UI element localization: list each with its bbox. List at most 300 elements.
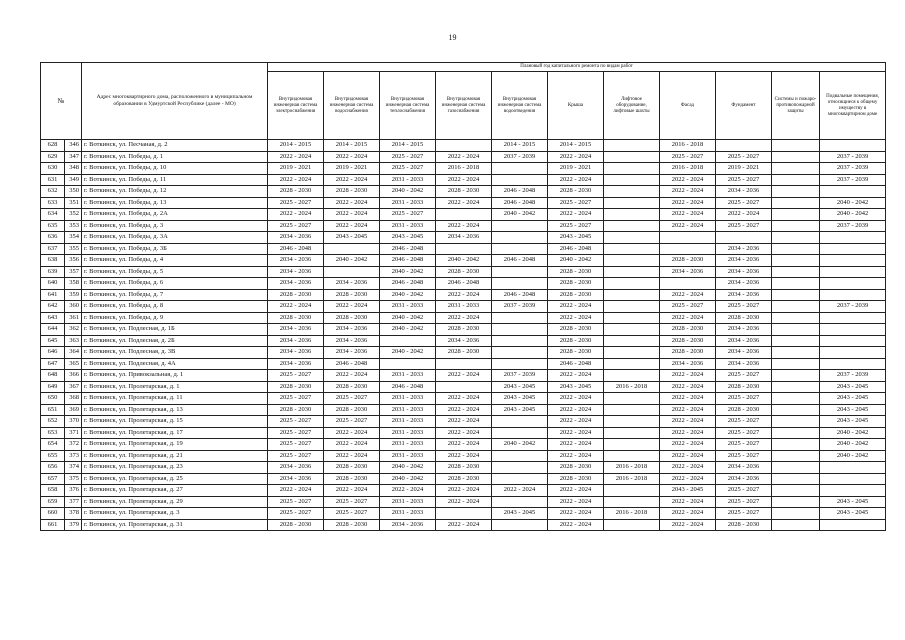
row-cell: 2022 - 2024 (716, 209, 772, 221)
row-cell: 2040 - 2042 (548, 255, 604, 267)
row-cell: 2022 - 2024 (436, 393, 492, 405)
row-cell: 2022 - 2024 (436, 416, 492, 428)
row-cell: 2043 - 2045 (660, 485, 716, 497)
row-address: г. Воткинск, ул. Победы, д. 6 (82, 278, 268, 290)
row-cell: 2022 - 2024 (548, 393, 604, 405)
row-cell: 2031 - 2033 (380, 450, 436, 462)
table-row (41, 485, 886, 497)
row-cell: 2028 - 2030 (324, 519, 380, 531)
table-row (41, 255, 886, 267)
row-cell: 2040 - 2042 (380, 462, 436, 474)
row-cell: 2034 - 2036 (268, 347, 324, 359)
row-cell: 2022 - 2024 (548, 519, 604, 531)
row-cell (772, 462, 820, 474)
row-cell (492, 174, 548, 186)
row-cell: 2034 - 2036 (716, 186, 772, 198)
row-cell: 2025 - 2027 (548, 197, 604, 209)
row-cell (820, 358, 886, 370)
row-cell: 2025 - 2027 (268, 416, 324, 428)
row-cell (492, 416, 548, 428)
table-row (41, 209, 886, 221)
row-cell: 2025 - 2027 (380, 151, 436, 163)
row-cell: 2028 - 2030 (548, 347, 604, 359)
row-number: 657 (41, 473, 65, 485)
row-cell: 2025 - 2027 (716, 370, 772, 382)
row-cell: 2040 - 2042 (492, 209, 548, 221)
row-cell (492, 347, 548, 359)
row-cell (772, 335, 820, 347)
row-sub-number: 368 (65, 393, 82, 405)
table-row (41, 197, 886, 209)
row-cell: 2022 - 2024 (660, 427, 716, 439)
row-cell: 2025 - 2027 (268, 496, 324, 508)
row-cell: 2022 - 2024 (268, 151, 324, 163)
row-cell: 2022 - 2024 (660, 197, 716, 209)
row-cell: 2022 - 2024 (660, 393, 716, 405)
row-cell (436, 508, 492, 520)
row-cell: 2014 - 2015 (268, 140, 324, 152)
row-cell: 2025 - 2027 (716, 427, 772, 439)
row-cell: 2040 - 2042 (380, 186, 436, 198)
row-cell: 2016 - 2018 (604, 381, 660, 393)
row-cell (604, 140, 660, 152)
row-cell: 2034 - 2036 (268, 358, 324, 370)
row-cell: 2031 - 2033 (380, 404, 436, 416)
row-number: 650 (41, 393, 65, 405)
row-address: г. Воткинск, ул. Победы, д. 8 (82, 301, 268, 313)
row-cell (820, 278, 886, 290)
row-cell (820, 312, 886, 324)
row-sub-number: 363 (65, 335, 82, 347)
row-cell (820, 324, 886, 336)
row-cell: 2028 - 2030 (660, 335, 716, 347)
row-cell: 2031 - 2033 (380, 427, 436, 439)
row-cell: 2028 - 2030 (660, 347, 716, 359)
table-row (41, 163, 886, 175)
row-cell: 2022 - 2024 (268, 209, 324, 221)
row-cell (324, 266, 380, 278)
row-cell: 2034 - 2036 (268, 473, 324, 485)
row-cell: 2025 - 2027 (716, 220, 772, 232)
row-cell: 2046 - 2048 (380, 255, 436, 267)
row-cell: 2046 - 2048 (492, 186, 548, 198)
header-number: № (41, 63, 82, 140)
row-number: 653 (41, 427, 65, 439)
row-cell (772, 266, 820, 278)
row-cell: 2040 - 2042 (820, 197, 886, 209)
row-cell (492, 163, 548, 175)
row-sub-number: 370 (65, 416, 82, 428)
table-row (41, 416, 886, 428)
table-row (41, 324, 886, 336)
row-cell: 2031 - 2033 (380, 220, 436, 232)
row-cell (772, 243, 820, 255)
row-cell (604, 485, 660, 497)
row-cell (492, 266, 548, 278)
row-cell: 2019 - 2021 (268, 163, 324, 175)
row-cell: 2025 - 2027 (268, 508, 324, 520)
row-cell: 2022 - 2024 (268, 301, 324, 313)
row-address: г. Воткинск, ул. Привокзальная, д. 1 (82, 370, 268, 382)
row-cell: 2025 - 2027 (380, 209, 436, 221)
row-cell: 2043 - 2045 (492, 393, 548, 405)
row-cell: 2022 - 2024 (660, 519, 716, 531)
row-cell: 2025 - 2027 (716, 450, 772, 462)
row-number: 641 (41, 289, 65, 301)
row-cell: 2025 - 2027 (716, 393, 772, 405)
row-cell: 2031 - 2033 (436, 301, 492, 313)
row-cell: 2028 - 2030 (268, 404, 324, 416)
table-row (41, 186, 886, 198)
row-cell: 2046 - 2048 (548, 358, 604, 370)
row-cell: 2043 - 2045 (492, 381, 548, 393)
row-cell: 2022 - 2024 (436, 312, 492, 324)
row-number: 637 (41, 243, 65, 255)
row-cell (820, 232, 886, 244)
row-sub-number: 375 (65, 473, 82, 485)
row-number: 645 (41, 335, 65, 347)
header-water: Внутридомовая инженерная система водоснабжения (324, 72, 380, 140)
row-address: г. Воткинск, ул. Песчаная, д. 2 (82, 140, 268, 152)
row-cell: 2034 - 2036 (268, 266, 324, 278)
row-cell: 2034 - 2036 (324, 347, 380, 359)
row-cell: 2016 - 2018 (604, 462, 660, 474)
row-sub-number: 353 (65, 220, 82, 232)
row-cell (772, 301, 820, 313)
row-cell: 2043 - 2045 (820, 496, 886, 508)
row-cell (604, 393, 660, 405)
row-cell (820, 289, 886, 301)
row-number: 629 (41, 151, 65, 163)
row-cell: 2046 - 2048 (492, 255, 548, 267)
row-sub-number: 359 (65, 289, 82, 301)
row-cell (604, 278, 660, 290)
row-cell: 2022 - 2024 (436, 485, 492, 497)
row-address: г. Воткинск, ул. Пролетарская, д. 13 (82, 404, 268, 416)
row-cell (604, 439, 660, 451)
row-cell: 2034 - 2036 (716, 358, 772, 370)
row-cell (604, 243, 660, 255)
row-cell (660, 278, 716, 290)
row-sub-number: 357 (65, 266, 82, 278)
row-sub-number: 358 (65, 278, 82, 290)
row-cell: 2028 - 2030 (324, 381, 380, 393)
row-address: г. Воткинск, ул. Победы, д. 2А (82, 209, 268, 221)
row-cell: 2022 - 2024 (324, 209, 380, 221)
row-cell: 2028 - 2030 (436, 347, 492, 359)
row-cell: 2034 - 2036 (268, 278, 324, 290)
row-cell: 2040 - 2042 (324, 255, 380, 267)
row-address: г. Воткинск, ул. Победы, д. 12 (82, 186, 268, 198)
row-cell: 2025 - 2027 (380, 163, 436, 175)
row-cell: 2022 - 2024 (548, 370, 604, 382)
row-number: 633 (41, 197, 65, 209)
row-cell: 2022 - 2024 (660, 462, 716, 474)
row-cell: 2043 - 2045 (820, 393, 886, 405)
row-cell (604, 519, 660, 531)
row-cell: 2046 - 2048 (492, 289, 548, 301)
row-cell: 2034 - 2036 (716, 324, 772, 336)
row-sub-number: 364 (65, 347, 82, 359)
row-cell: 2043 - 2045 (324, 232, 380, 244)
row-cell: 2014 - 2015 (492, 140, 548, 152)
row-cell: 2025 - 2027 (716, 416, 772, 428)
row-cell (492, 335, 548, 347)
row-cell: 2040 - 2042 (820, 209, 886, 221)
row-sub-number: 365 (65, 358, 82, 370)
row-cell: 2022 - 2024 (492, 485, 548, 497)
row-cell: 2028 - 2030 (436, 324, 492, 336)
row-cell (604, 163, 660, 175)
row-cell: 2046 - 2048 (436, 278, 492, 290)
row-cell: 2031 - 2033 (380, 301, 436, 313)
row-cell: 2034 - 2036 (436, 232, 492, 244)
header-gas: Внутридомовая инженерная система газоснабжения (436, 72, 492, 140)
row-cell (492, 220, 548, 232)
row-cell (604, 197, 660, 209)
table-row (41, 151, 886, 163)
capital-repair-table (40, 62, 886, 531)
table-row (41, 370, 886, 382)
row-cell: 2037 - 2039 (820, 220, 886, 232)
row-cell (492, 243, 548, 255)
row-cell: 2016 - 2018 (660, 140, 716, 152)
row-cell: 2040 - 2042 (380, 289, 436, 301)
table-row (41, 404, 886, 416)
row-cell (604, 232, 660, 244)
row-cell: 2043 - 2045 (820, 404, 886, 416)
row-cell (772, 393, 820, 405)
row-cell (772, 473, 820, 485)
row-cell (820, 266, 886, 278)
header-plan-year: Плановый год капитального ремонта по видам работ (268, 63, 886, 72)
row-cell (772, 151, 820, 163)
row-cell: 2022 - 2024 (324, 151, 380, 163)
row-cell: 2025 - 2027 (548, 220, 604, 232)
row-cell: 2022 - 2024 (660, 416, 716, 428)
row-number: 635 (41, 220, 65, 232)
header-heat: Внутридомовая инженерная система теплоснабжения (380, 72, 436, 140)
row-cell: 2025 - 2027 (268, 427, 324, 439)
row-cell (772, 370, 820, 382)
row-address: г. Воткинск, ул. Пролетарская, д. 3 (82, 508, 268, 520)
row-cell: 2022 - 2024 (548, 301, 604, 313)
row-cell (660, 232, 716, 244)
row-cell (492, 312, 548, 324)
row-cell (772, 163, 820, 175)
row-cell: 2022 - 2024 (660, 312, 716, 324)
row-cell: 2031 - 2033 (380, 197, 436, 209)
row-cell (324, 243, 380, 255)
row-cell (820, 473, 886, 485)
header-address: Адрес многоквартирного дома, расположенного в муниципальном образовании в Удмуртской Республике (далее - МО) (82, 63, 268, 140)
row-cell: 2022 - 2024 (324, 301, 380, 313)
row-sub-number: 369 (65, 404, 82, 416)
row-cell (820, 243, 886, 255)
row-address: г. Воткинск, ул. Пролетарская, д. 15 (82, 416, 268, 428)
row-cell (772, 358, 820, 370)
row-cell: 2025 - 2027 (324, 393, 380, 405)
row-number: 648 (41, 370, 65, 382)
row-cell: 2022 - 2024 (436, 439, 492, 451)
row-cell: 2031 - 2033 (380, 496, 436, 508)
row-cell: 2025 - 2027 (324, 508, 380, 520)
row-cell: 2022 - 2024 (660, 404, 716, 416)
table-row (41, 427, 886, 439)
row-address: г. Воткинск, ул. Победы, д. 5 (82, 266, 268, 278)
row-cell: 2040 - 2042 (820, 450, 886, 462)
row-cell: 2034 - 2036 (324, 335, 380, 347)
row-cell: 2031 - 2033 (380, 370, 436, 382)
row-cell: 2022 - 2024 (660, 174, 716, 186)
row-cell: 2028 - 2030 (324, 312, 380, 324)
row-cell (604, 416, 660, 428)
row-cell (772, 278, 820, 290)
row-cell: 2022 - 2024 (380, 485, 436, 497)
row-cell (820, 519, 886, 531)
row-address: г. Воткинск, ул. Победы, д. 9 (82, 312, 268, 324)
row-cell (772, 255, 820, 267)
row-cell: 2031 - 2033 (380, 416, 436, 428)
row-cell (772, 450, 820, 462)
row-cell: 2043 - 2045 (820, 416, 886, 428)
row-cell: 2022 - 2024 (660, 450, 716, 462)
row-cell: 2034 - 2036 (716, 289, 772, 301)
row-number: 659 (41, 496, 65, 508)
row-cell (604, 370, 660, 382)
row-cell: 2022 - 2024 (436, 220, 492, 232)
row-cell: 2034 - 2036 (716, 278, 772, 290)
table-row (41, 358, 886, 370)
table-row (41, 140, 886, 152)
header-elevator: Лифтовое оборудование, лифтовые шахты (604, 72, 660, 140)
table-row (41, 450, 886, 462)
row-cell: 2034 - 2036 (660, 266, 716, 278)
row-number: 660 (41, 508, 65, 520)
row-cell: 2025 - 2027 (716, 439, 772, 451)
row-cell: 2028 - 2030 (268, 381, 324, 393)
row-cell: 2034 - 2036 (324, 278, 380, 290)
row-cell (436, 381, 492, 393)
row-cell: 2016 - 2018 (436, 163, 492, 175)
row-address: г. Воткинск, ул. Пролетарская, д. 25 (82, 473, 268, 485)
row-cell: 2034 - 2036 (268, 462, 324, 474)
row-cell: 2046 - 2048 (380, 381, 436, 393)
row-cell (604, 186, 660, 198)
row-sub-number: 356 (65, 255, 82, 267)
row-cell (492, 358, 548, 370)
row-cell: 2022 - 2024 (548, 427, 604, 439)
row-number: 634 (41, 209, 65, 221)
row-cell: 2025 - 2027 (324, 496, 380, 508)
row-cell: 2046 - 2048 (324, 358, 380, 370)
row-cell (604, 324, 660, 336)
row-address: г. Воткинск, ул. Подлесная, д. 2Б (82, 335, 268, 347)
row-cell (716, 140, 772, 152)
row-cell: 2028 - 2030 (268, 289, 324, 301)
row-cell: 2022 - 2024 (548, 416, 604, 428)
row-cell (716, 232, 772, 244)
row-cell (604, 450, 660, 462)
row-cell: 2016 - 2018 (604, 508, 660, 520)
row-cell: 2040 - 2042 (436, 255, 492, 267)
row-sub-number: 362 (65, 324, 82, 336)
row-sub-number: 377 (65, 496, 82, 508)
row-sub-number: 378 (65, 508, 82, 520)
row-cell: 2034 - 2036 (268, 335, 324, 347)
row-cell: 2034 - 2036 (380, 519, 436, 531)
row-cell: 2022 - 2024 (548, 151, 604, 163)
row-cell: 2043 - 2045 (548, 381, 604, 393)
row-cell: 2031 - 2033 (380, 439, 436, 451)
row-cell: 2016 - 2018 (604, 473, 660, 485)
row-cell (604, 347, 660, 359)
row-cell: 2031 - 2033 (380, 393, 436, 405)
row-cell: 2022 - 2024 (436, 519, 492, 531)
row-cell: 2028 - 2030 (436, 473, 492, 485)
row-cell: 2022 - 2024 (660, 508, 716, 520)
header-fire-protection: Системы и пожаро- противопожарной защиты (772, 72, 820, 140)
row-cell (604, 209, 660, 221)
row-cell: 2025 - 2027 (660, 151, 716, 163)
row-cell: 2043 - 2045 (548, 232, 604, 244)
row-cell: 2043 - 2045 (492, 508, 548, 520)
row-sub-number: 352 (65, 209, 82, 221)
row-sub-number: 374 (65, 462, 82, 474)
row-cell (820, 186, 886, 198)
table-row (41, 335, 886, 347)
row-cell (820, 140, 886, 152)
row-cell: 2028 - 2030 (324, 186, 380, 198)
row-cell: 2034 - 2036 (324, 324, 380, 336)
row-cell (604, 255, 660, 267)
row-cell: 2014 - 2015 (548, 140, 604, 152)
header-electric: Внутридомовая инженерная система электроснабжения (268, 72, 324, 140)
row-cell: 2034 - 2036 (716, 243, 772, 255)
row-cell: 2034 - 2036 (268, 324, 324, 336)
row-number: 638 (41, 255, 65, 267)
row-cell (436, 243, 492, 255)
table-row (41, 496, 886, 508)
row-cell (772, 312, 820, 324)
table-row (41, 439, 886, 451)
table-row (41, 174, 886, 186)
table-row (41, 266, 886, 278)
row-cell (772, 140, 820, 152)
row-number: 656 (41, 462, 65, 474)
row-cell (604, 220, 660, 232)
row-cell (820, 347, 886, 359)
row-number: 642 (41, 301, 65, 313)
row-address: г. Воткинск, ул. Победы, д. 3А (82, 232, 268, 244)
row-cell: 2025 - 2027 (716, 301, 772, 313)
row-cell: 2043 - 2045 (820, 381, 886, 393)
row-cell: 2037 - 2039 (820, 301, 886, 313)
row-cell: 2022 - 2024 (548, 439, 604, 451)
row-cell: 2014 - 2015 (324, 140, 380, 152)
row-cell: 2040 - 2042 (380, 266, 436, 278)
row-cell: 2028 - 2030 (436, 462, 492, 474)
row-cell: 2025 - 2027 (268, 450, 324, 462)
row-cell (492, 278, 548, 290)
row-cell: 2037 - 2039 (492, 301, 548, 313)
row-cell (772, 186, 820, 198)
row-cell (492, 232, 548, 244)
row-cell: 2025 - 2027 (716, 485, 772, 497)
row-cell: 2022 - 2024 (436, 151, 492, 163)
row-cell: 2025 - 2027 (716, 508, 772, 520)
row-cell: 2034 - 2036 (268, 232, 324, 244)
